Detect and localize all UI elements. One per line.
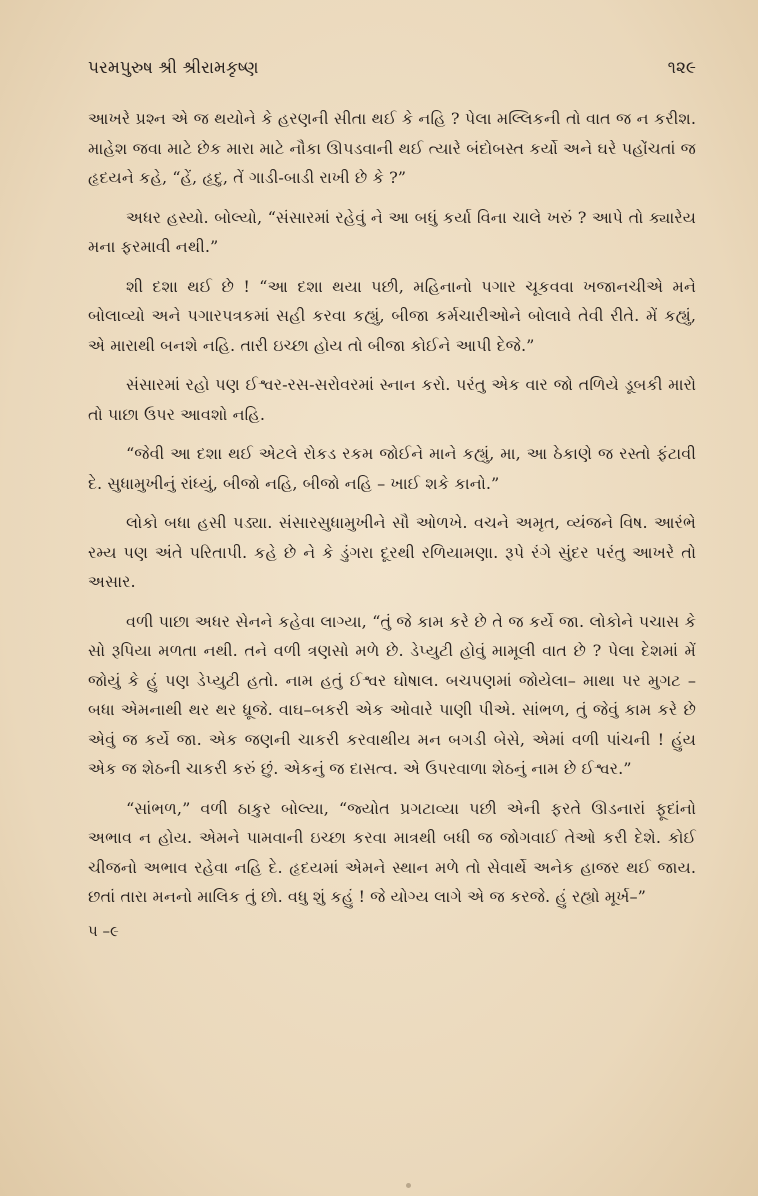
paragraph: “સાંભળ,” વળી ઠાકુર બોલ્યા, “જ્યોત પ્રગટાવ્યા પછી એની ફરતે ઊડનારાં ફૂદાંનો અભાવ ન હોય. એમને પામવાની ઇચ્છા કરવા માત્રથી બધી જ જોગવાઈ તેઓ કરી દેશે. કોઈ ચીજનો અભાવ રહેવા નહિ દે. હૃદયમાં એમને સ્થાન મળે તો સેવાર્થે અનેક હાજર થઈ જાય. છતાં તારા મનનો માલિક તું છો. વધુ શું કહું ! જે યોગ્ય લાગે એ જ કરજે. હું રહ્યો મૂર્ખ–”: [88, 798, 696, 906]
paragraph: “જેવી આ દશા થઈ એટલે રોકડ રકમ જોઈને માને કહ્યું, મા, આ ઠેકાણે જ રસ્તો ફંટાવી દે. સુધામુખીનું રાંધ્યું, બીજો નહિ, બીજો નહિ – ખાઈ શકે કાનો.”: [88, 444, 696, 493]
printer-signature-mark: પ –૯: [88, 921, 119, 940]
print-speck: [406, 1183, 411, 1188]
paragraph: સંસારમાં રહો પણ ઈશ્વર-રસ-સરોવરમાં સ્નાન કરો. પરંતુ એક વાર જો તળિયે ડૂબકી મારો તો પાછા ઉપર આવશો નહિ.: [88, 375, 696, 424]
paragraph: આખરે પ્રશ્ન એ જ થયોને કે હરણની સીતા થઈ કે નહિ ? પેલા મલ્લિકની તો વાત જ ન કરીશ. માહેશ જવા માટે છેક મારા માટે નૌકા ઊપડવાની થઈ ત્યારે બંદોબસ્ત કર્યો અને ઘરે પહોંચતાં જ હૃદયને કહે, “હેં, હૃદુ, તેં ગાડી-બાડી રાખી છે કે ?”: [88, 109, 696, 187]
paragraph: શી દશા થઈ છે ! “આ દશા થયા પછી, મહિનાનો પગાર ચૂકવવા ખજાનચીએ મને બોલાવ્યો અને પગારપત્રકમાં સહી કરવા કહ્યું, બીજા કર્મચારીઓને બોલાવે તેવી રીતે. મેં કહ્યું, એ મારાથી બનશે નહિ. તારી ઇચ્છા હોય તો બીજા કોઈને આપી દેજે.”: [88, 276, 696, 355]
paragraph: લોકો બધા હસી પડ્યા. સંસારસુધામુખીને સૌ ઓળખે. વચને અમૃત, વ્યંજને વિષ. આરંભે રમ્ય પણ અંતે પરિતાપી. કહે છે ને કે ડુંગરા દૂરથી રળિયામણા. રૂપે રંગે સુંદર પરંતુ આખરે તો અસાર.: [88, 513, 696, 591]
paragraph: વળી પાછા અધર સેનને કહેવા લાગ્યા, “તું જે કામ કરે છે તે જ કર્યે જા. લોકોને પચાસ કે સો રૂપિયા મળતા નથી. તને વળી ત્રણસો મળે છે. ડેપ્યુટી હોવું મામૂલી વાત છે ? પેલા દેશમાં મેં જોયું કે હું પણ ડેપ્યુટી હતો. નામ હતું ઈશ્વર ઘોષાલ. બચપણમાં જોયેલા– માથા પર મુગટ – બધા એમનાથી થર થર ધ્રૂજે. વાઘ–બકરી એક ઓવારે પાણી પીએ. સાંભળ, તું જેવું કામ કરે છે એવું જ કર્યે જા. એક જણની ચાકરી કરવાથીય મન બગડી બેસે, એમાં વળી પાંચની ! હુંય એક જ શેઠની ચાકરી કરું છું. એકનું જ દાસત્વ. એ ઉપરવાળા શેઠનું નામ છે ઈશ્વર.”: [88, 611, 696, 778]
page-number: ૧૨૯: [667, 58, 696, 78]
paragraph: અધર હસ્યો. બોલ્યો, “સંસારમાં રહેવું ને આ બધું કર્યા વિના ચાલે ખરું ? આપે તો ક્યારેય મના ફરમાવી નથી.”: [88, 207, 696, 256]
body-text: [88, 104, 696, 912]
running-title: પરમપુરુષ શ્રી શ્રીરામકૃષ્ણ: [88, 58, 259, 78]
page-header: [88, 58, 696, 78]
